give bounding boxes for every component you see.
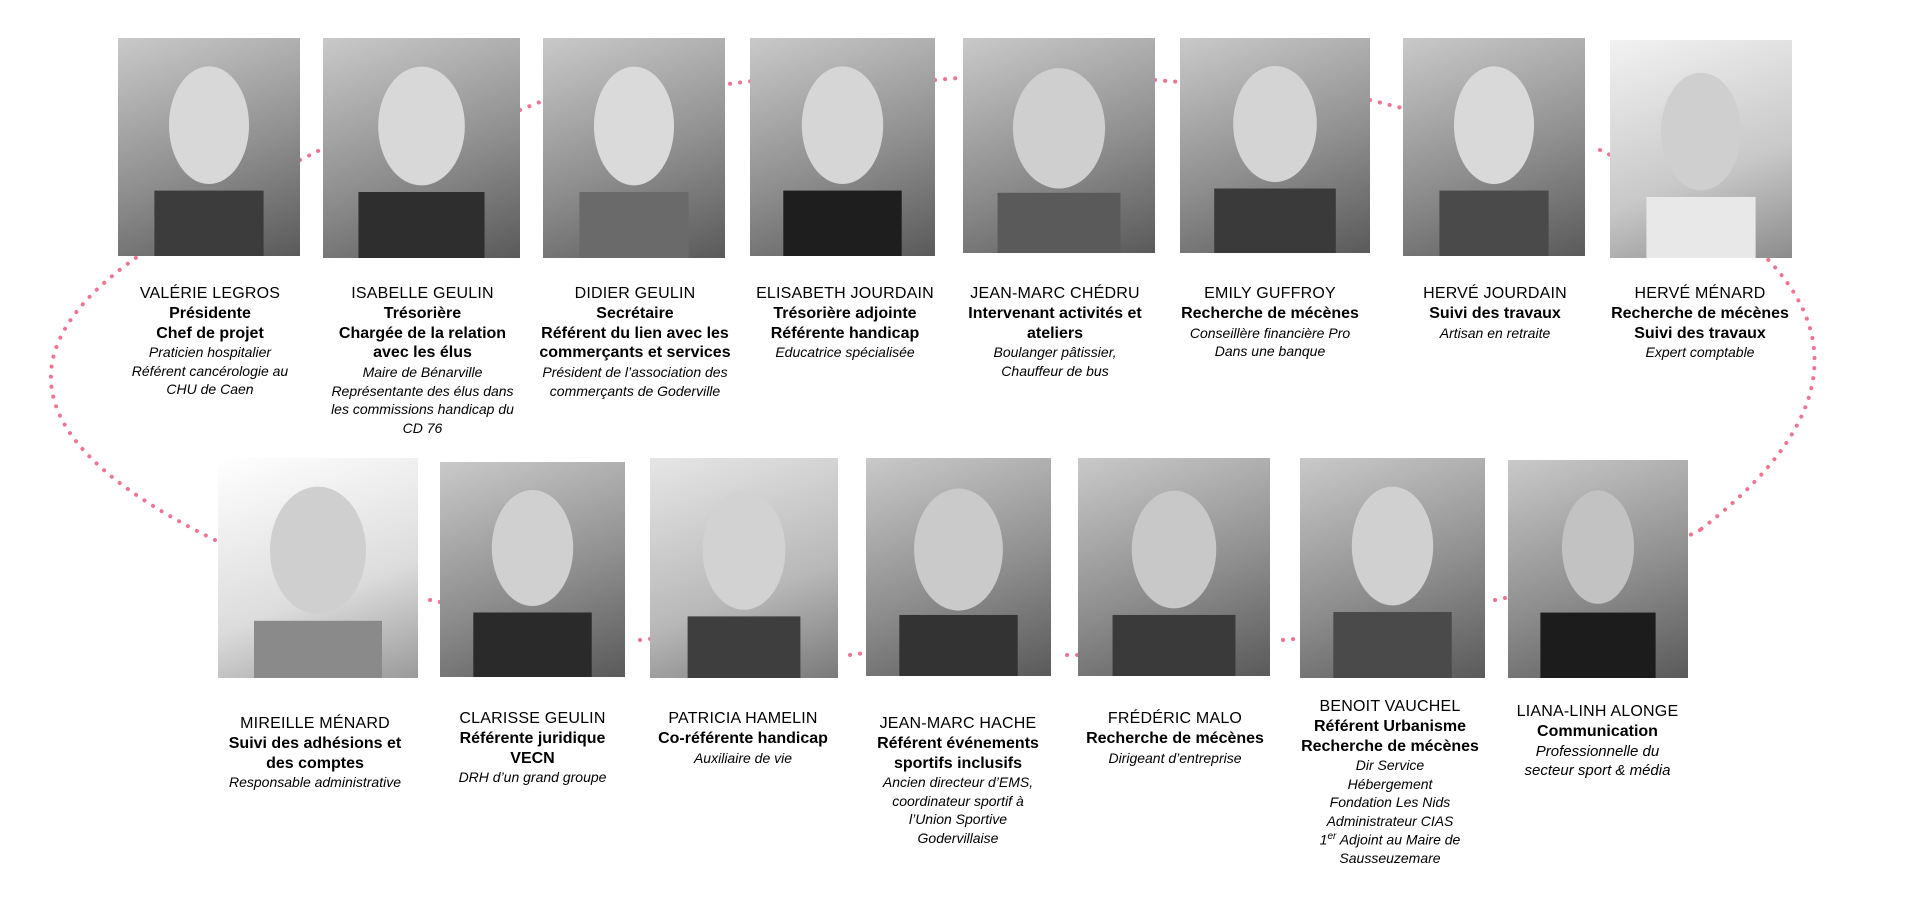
member-role: Secrétaire [596,304,674,322]
member-description: commerçants de Goderville [549,382,721,399]
member-card [215,714,415,792]
member-card [643,709,843,767]
member-description: Maire de Bénarville [362,364,483,381]
member-description: Fondation Les Nids [1329,794,1451,811]
member-description: Educatrice spécialisée [775,344,915,361]
member-description: l’Union Sportive [908,811,1008,828]
member-name: HERVÉ MÉNARD [1634,285,1766,302]
member-name: JEAN-MARC HACHE [879,715,1037,732]
member-description: Dir Service [1355,757,1425,774]
member-description: Dirigeant d’entreprise [1108,749,1242,766]
member-description: Professionnelle du [1535,742,1660,760]
member-card [745,284,945,362]
member-description: Dans une banque [1214,343,1326,360]
member-role: sportifs inclusifs [893,754,1023,772]
member-description: Ancien directeur d’EMS, [882,774,1034,791]
member-role: Référente handicap [770,324,920,342]
member-description: Conseillère financière Pro [1189,324,1351,341]
member-description: DRH d’un grand groupe [458,769,607,786]
member-role: Recherche de mécènes [1086,729,1264,747]
portrait-photo [1180,38,1370,253]
member-name: DIDIER GEULIN [574,285,696,302]
member-role: Co-référente handicap [658,729,828,747]
member-description: secteur sport & média [1524,762,1671,780]
member-role: Trésorière [383,304,462,322]
member-description: les commissions handicap du [331,401,514,418]
member-role: Suivi des adhésions et [228,734,402,752]
member-description: 1er Adjoint au Maire de [1319,831,1461,849]
member-card [858,714,1058,847]
member-card [530,284,740,400]
member-card [430,709,635,787]
member-name: ELISABETH JOURDAIN [756,285,934,302]
member-description: Président de l’association des [542,364,728,381]
member-role: Suivi des travaux [1634,324,1766,342]
member-description: coordinateur sportif à [892,792,1024,809]
portrait-photo [1078,458,1270,676]
member-name: VALÉRIE LEGROS [139,285,281,302]
member-role: Référent du lien avec les [541,324,729,342]
member-role: Intervenant activités et [968,304,1142,322]
portrait-photo [963,38,1155,253]
portrait-photo [650,458,838,678]
portrait-photo [1300,458,1485,678]
member-name: PATRICIA HAMELIN [668,710,818,727]
member-role: Trésorière adjointe [773,304,917,322]
member-role: Référente juridique [459,729,606,747]
portrait-photo [440,462,625,677]
member-role: Référent événements [877,734,1039,752]
portrait-photo [866,458,1051,676]
portrait-photo [543,38,725,258]
portrait-photo [323,38,520,258]
member-name: MIREILLE MÉNARD [240,715,390,732]
member-role: VECN [510,749,555,767]
member-description: CHU de Caen [166,381,254,398]
member-role: Chef de projet [156,324,264,342]
portrait-photo [1508,460,1688,678]
member-description: Auxiliaire de vie [693,749,793,766]
member-role: Référent Urbanisme [1313,717,1467,735]
member-description: Représentante des élus dans [331,382,514,399]
member-role: avec les élus [373,344,472,362]
portrait-photo [750,38,935,256]
member-card [1290,697,1490,868]
member-card [1070,709,1280,767]
member-role: Communication [1537,722,1658,740]
member-role: ateliers [1026,324,1084,342]
member-description: Sausseuzemare [1339,850,1441,867]
member-role: Recherche de mécènes [1301,737,1479,755]
portrait-photo [1610,40,1792,258]
member-name: LIANA-LINH ALONGE [1516,703,1679,720]
member-name: BENOIT VAUCHEL [1319,698,1461,715]
member-name: JEAN-MARC CHÉDRU [970,285,1140,302]
member-description: Chauffeur de bus [1001,362,1109,379]
member-card [315,284,530,437]
member-card [110,284,310,399]
member-description: Administrateur CIAS [1326,812,1454,829]
member-description: Hébergement [1347,775,1433,792]
member-role: Suivi des travaux [1429,304,1561,322]
member-description: Godervillaise [917,829,999,846]
member-role: Recherche de mécènes [1611,304,1789,322]
member-card [1395,284,1595,342]
member-name: CLARISSE GEULIN [459,710,606,727]
member-name: HERVÉ JOURDAIN [1423,285,1567,302]
member-description: Artisan en retraite [1439,324,1551,341]
portrait-photo [218,458,418,678]
member-description: Référent cancérologie au [131,362,289,379]
member-card [1495,702,1700,781]
member-card [955,284,1155,380]
member-role: commerçants et services [539,344,731,362]
portrait-photo [118,38,300,256]
member-role: Recherche de mécènes [1181,304,1359,322]
member-name: FRÉDÉRIC MALO [1107,710,1243,727]
member-card [1170,284,1370,361]
member-description: Responsable administrative [229,774,401,791]
member-description: Praticien hospitalier [148,344,272,361]
member-role: des comptes [266,754,364,772]
member-role: Présidente [169,304,251,322]
member-description: Expert comptable [1645,344,1755,361]
portrait-photo [1403,38,1585,256]
member-description: Boulanger pâtissier, [993,344,1117,361]
member-description: CD 76 [402,419,443,436]
member-name: ISABELLE GEULIN [351,285,494,302]
member-role: Chargée de la relation [338,324,507,342]
member-name: EMILY GUFFROY [1204,285,1336,302]
member-card [1600,284,1800,362]
